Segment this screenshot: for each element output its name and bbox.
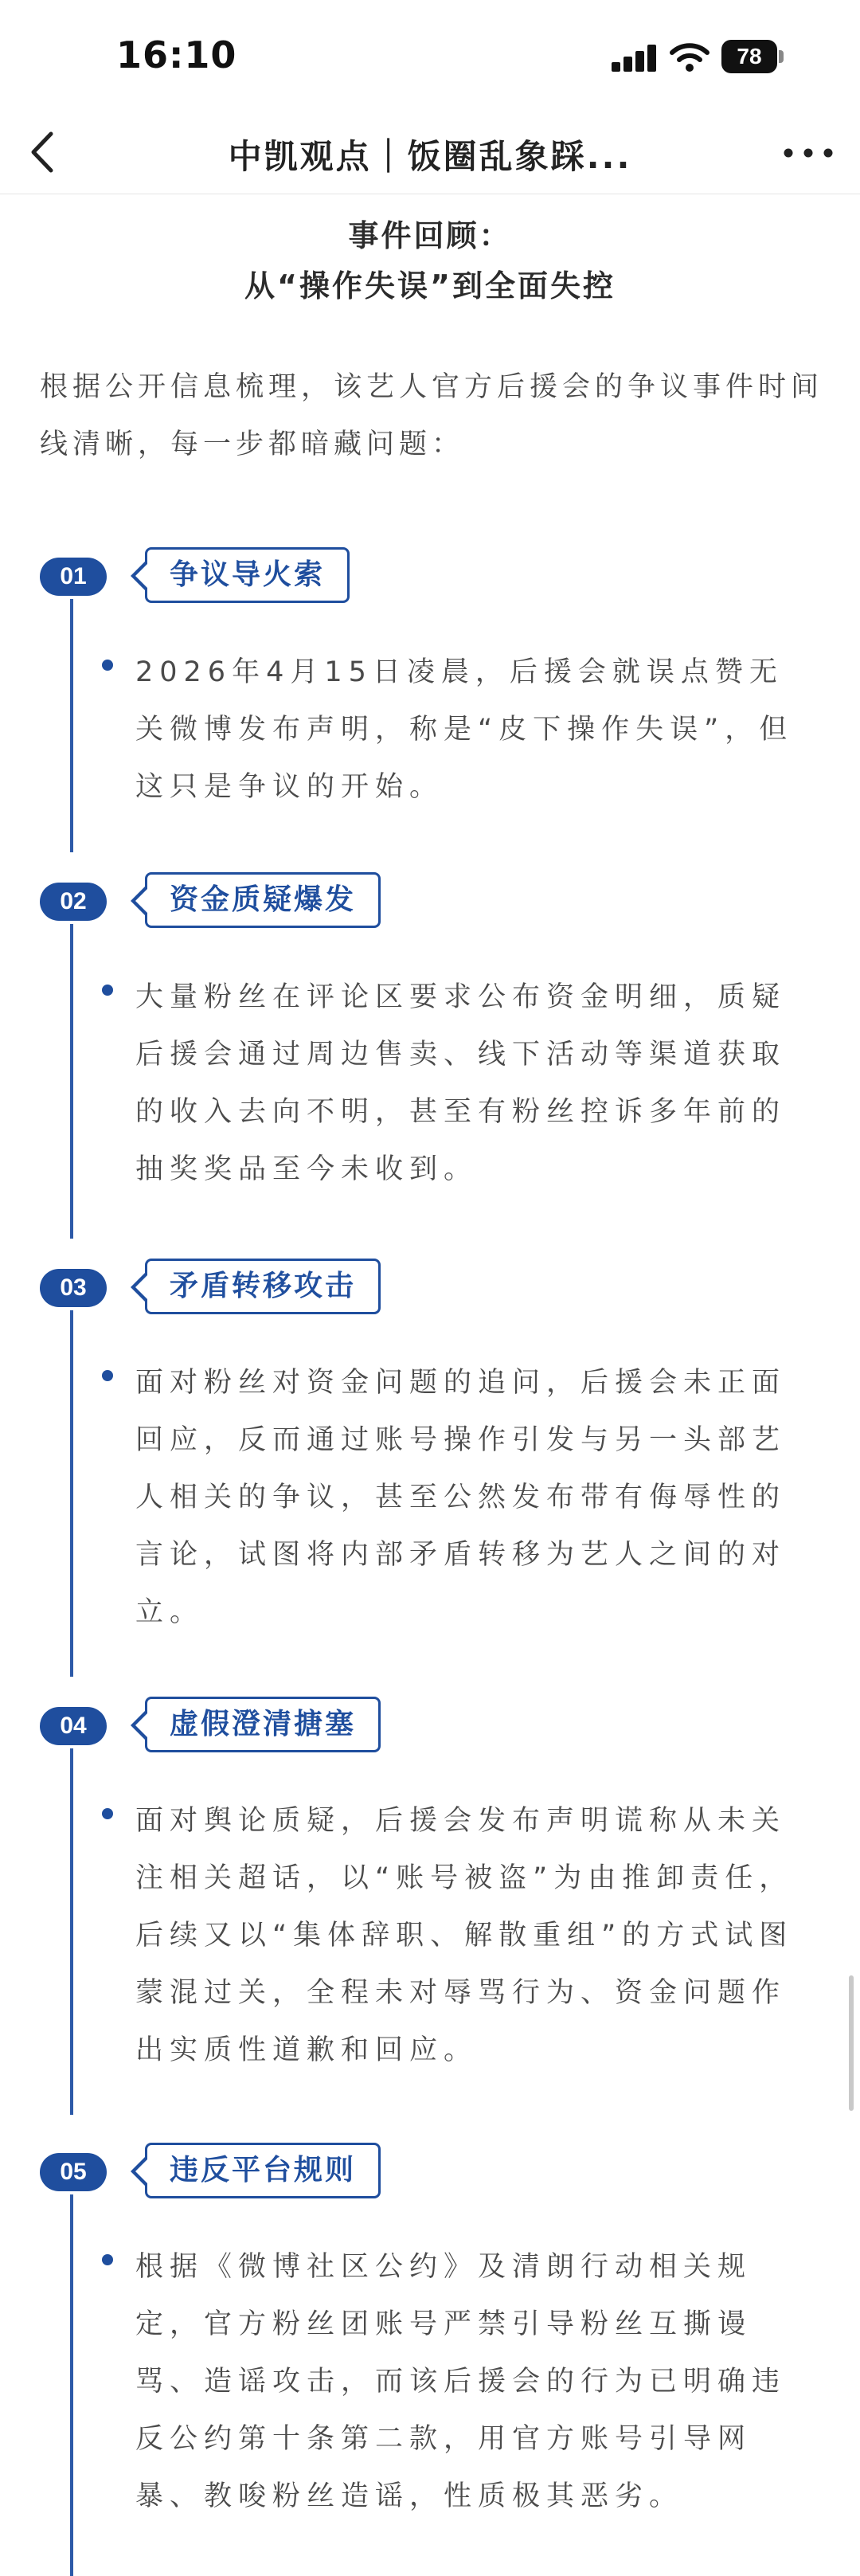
bullet-icon — [102, 2254, 113, 2265]
step-number-badge: 05 — [40, 2153, 107, 2191]
nav-bar — [0, 112, 860, 194]
status-bar — [0, 0, 860, 112]
timeline-line — [70, 599, 73, 852]
timeline-line — [70, 1748, 73, 2115]
step-title-tag: 争议导火索 — [145, 547, 350, 603]
status-time: 16:10 — [116, 33, 237, 76]
section-heading-line1: 事件回顾： — [348, 218, 512, 253]
bullet-icon — [102, 660, 113, 671]
signal-icon — [612, 45, 659, 72]
bullet-icon — [102, 1808, 113, 1819]
page-title: 中凯观点｜饭圈乱象踩... — [228, 137, 632, 176]
step-description: 根据《微博社区公约》及清朗行动相关规定，官方粉丝团账号严禁引导粉丝互撕谩骂、造谣攻击，而该后援会的行为已明确违反公约第十条第二款，用官方账号引导网暴、教唆粉丝造谣，性质极其恶劣。 — [135, 2251, 787, 2512]
bullet-icon — [102, 1370, 113, 1381]
step-title-tag: 虚假澄清搪塞 — [145, 1697, 381, 1752]
step-description: 大量粉丝在评论区要求公布资金明细，质疑后援会通过周边售卖、线下活动等渠道获取的收入去向不明，甚至有粉丝控诉多年前的抽奖奖品至今未收到。 — [135, 981, 787, 1185]
step-number-badge: 03 — [40, 1269, 107, 1307]
battery-level: 78 — [721, 40, 777, 73]
battery-icon — [721, 40, 784, 73]
step-title-tag: 违反平台规则 — [145, 2143, 381, 2198]
wifi-icon — [669, 41, 710, 73]
intro-paragraph: 根据公开信息梳理，该艺人官方后援会的争议事件时间线清晰，每一步都暗藏问题： — [40, 371, 824, 460]
timeline-line — [70, 2194, 73, 2576]
step-description: 面对舆论质疑，后援会发布声明谎称从未关注相关超话，以“账号被盗”为由推卸责任，后续又以“集体辞职、解散重组”的方式试图蒙混过关，全程未对辱骂行为、资金问题作出实质性道歉和回应。 — [135, 1805, 794, 2066]
step-description: 面对粉丝对资金问题的追问，后援会未正面回应，反而通过账号操作引发与另一头部艺人相关的争议，甚至公然发布带有侮辱性的言论，试图将内部矛盾转移为艺人之间的对立。 — [135, 1367, 787, 1628]
step-number-badge: 02 — [40, 883, 107, 921]
step-title-tag: 资金质疑爆发 — [145, 872, 381, 928]
step-description: 2026年4月15日凌晨，后援会就误点赞无关微博发布声明，称是“皮下操作失误”，但这只是争议的开始。 — [135, 656, 794, 803]
scrollbar[interactable] — [849, 1975, 854, 2111]
section-heading-line2: 从“操作失误”到全面失控 — [244, 268, 616, 303]
step-title-tag: 矛盾转移攻击 — [145, 1259, 381, 1314]
chevron-left-icon[interactable] — [18, 126, 70, 178]
timeline-line — [70, 924, 73, 1239]
bullet-icon — [102, 985, 113, 996]
more-dots-icon[interactable] — [780, 139, 836, 167]
timeline-line — [70, 1310, 73, 1677]
step-number-badge: 04 — [40, 1707, 107, 1745]
step-number-badge: 01 — [40, 558, 107, 596]
